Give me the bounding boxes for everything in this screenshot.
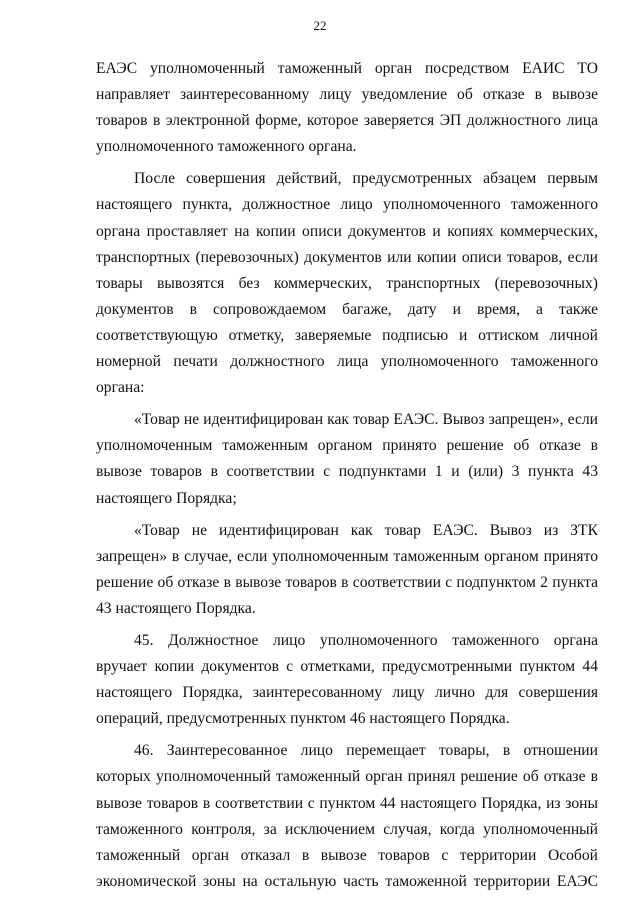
document-body [96,56,598,895]
paragraph-mark-not-identified: «Товар не идентифицирован как товар ЕАЭС. Вывоз запрещен», если уполномоченным таможенным органом принято решение об отказе в вывозе товаров в соответствии с подпунктами 1 и (или) 3 пункта 43 настоящего Порядка; [96,411,598,507]
paragraph-item-46: 46. Заинтересованное лицо перемещает товары, в отношении которых уполномоченный таможенный орган принял решение об отказе в вывозе товаров в соответствии с пунктом 44 настоящего Порядка, из зоны таможенного контроля, за исключением случая, когда уполномоченный таможенный орган отказал в вывозе товаров с территории Особой экономической зоны на остальную часть таможенной территории ЕАЭС [96,742,598,890]
paragraph-after-actions: После совершения действий, предусмотренных абзацем первым настоящего пункта, должностное лицо уполномоченного таможенного органа проставляет на копии описи документов и копиях коммерческих, транспортных (перевозочных) документов или копии описи товаров, если товары вывозятся без коммерческих, транспортных (перевозочных) документов в сопровождаемом багаже, дату и время, а также соответствующую отметку, заверяемые подписью и оттиском личной номерной печати должностного лица уполномоченного таможенного органа: [96,170,598,397]
page-number: 22 [313,18,327,33]
paragraph-continuation: ЕАЭС уполномоченный таможенный орган посредством ЕАИС ТО направляет заинтересованному лицу уведомление об отказе в вывозе товаров в электронной форме, которое заверяется ЭП должностного лица уполномоченного таможенного органа. [96,60,598,156]
paragraph-mark-ztk: «Товар не идентифицирован как товар ЕАЭС. Вывоз из ЗТК запрещен» в случае, если уполномоченным таможенным органом принято решение об отказе в вывозе товаров в соответствии с подпунктом 2 пункта 43 настоящего Порядка. [96,521,598,617]
paragraph-item-45: 45. Должностное лицо уполномоченного таможенного органа вручает копии документов с отметками, предусмотренными пунктом 44 настоящего Порядка, заинтересованному лицу лично для совершения операций, предусмотренных пунктом 46 настоящего Порядка. [96,631,598,728]
